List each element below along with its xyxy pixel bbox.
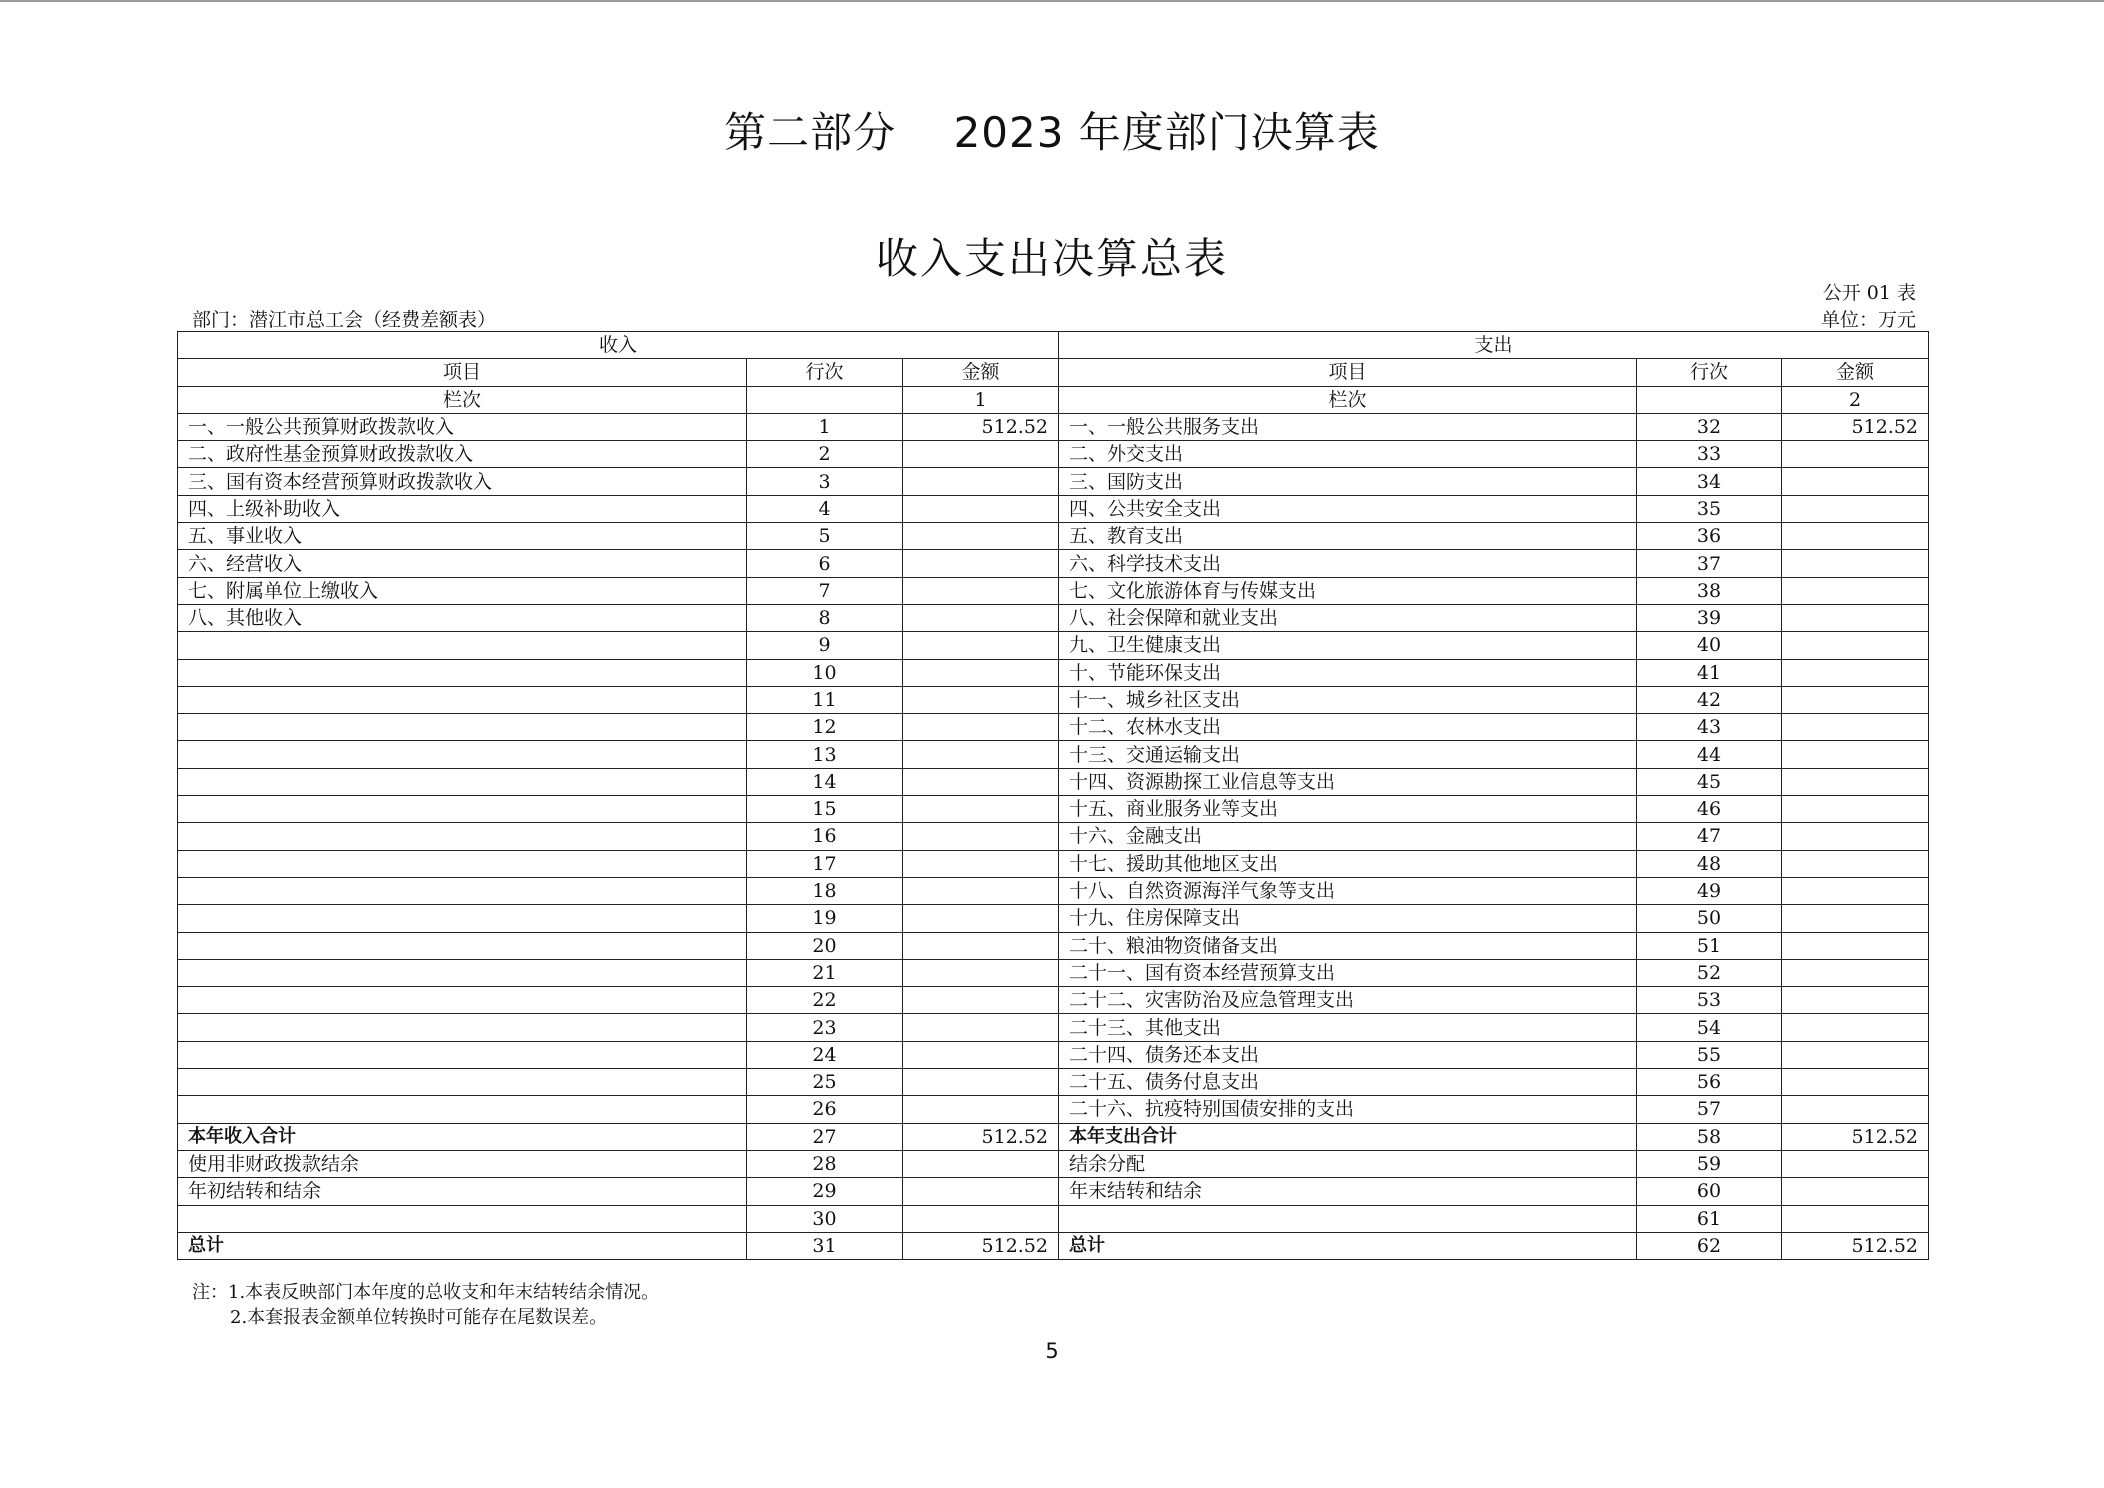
grand-income-total-label: 总计: [178, 1232, 747, 1259]
expense-amount-cell: [1782, 495, 1929, 522]
expense-rowno-cell: 42: [1637, 686, 1782, 713]
table-row: [178, 877, 1929, 904]
income-amount-cell: [903, 1041, 1059, 1068]
expense-section-header: 支出: [1059, 332, 1929, 359]
column-number-row: [178, 386, 1929, 413]
income-rowno-cell: 10: [747, 659, 903, 686]
expense-rowno-cell: 54: [1637, 1014, 1782, 1041]
form-code: 公开 01 表: [1822, 282, 1916, 304]
page-number: 5: [1045, 1339, 1059, 1363]
expense-item-cell: 十三、交通运输支出: [1059, 741, 1637, 768]
expense-rowno-cell: 38: [1637, 577, 1782, 604]
income-rowno-cell: 24: [747, 1041, 903, 1068]
income-rowno-cell: 26: [747, 1096, 903, 1123]
expense-item-cell: 二十、粮油物资储备支出: [1059, 932, 1637, 959]
surplus-allocation-amount: [1782, 1150, 1929, 1177]
expense-amount-cell: [1782, 877, 1929, 904]
empty-cell: [1782, 1205, 1929, 1232]
surplus-allocation-label: 结余分配: [1059, 1150, 1637, 1177]
income-column-label: 栏次: [178, 386, 747, 413]
expense-amount-cell: [1782, 441, 1929, 468]
table-row: [178, 686, 1929, 713]
income-amount-cell: [903, 604, 1059, 631]
income-rowno-cell: 20: [747, 932, 903, 959]
expense-rowno-cell: 44: [1637, 741, 1782, 768]
income-amount-cell: [903, 1069, 1059, 1096]
expense-amount-cell: [1782, 714, 1929, 741]
expense-item-cell: 六、科学技术支出: [1059, 550, 1637, 577]
year-income-total-rowno: 27: [747, 1123, 903, 1150]
income-amount-header: 金额: [903, 359, 1059, 386]
income-amount-cell: [903, 495, 1059, 522]
income-rowno-cell: 1: [747, 413, 903, 440]
income-amount-cell: [903, 823, 1059, 850]
income-item-cell: [178, 850, 747, 877]
expense-amount-cell: [1782, 523, 1929, 550]
blank-expense-rowno: 61: [1637, 1205, 1782, 1232]
expense-amount-cell: [1782, 1069, 1929, 1096]
footnote-2: 2.本套报表金额单位转换时可能存在尾数误差。: [230, 1307, 608, 1328]
income-amount-cell: [903, 1096, 1059, 1123]
income-amount-cell: [903, 932, 1059, 959]
table-row: [178, 441, 1929, 468]
empty-cell: [903, 1205, 1059, 1232]
expense-amount-cell: [1782, 987, 1929, 1014]
header-row-sections: [178, 332, 1929, 359]
table-row: [178, 959, 1929, 986]
page-top-border: [0, 0, 2104, 2]
year-total-row: [178, 1123, 1929, 1150]
non-fiscal-row: [178, 1150, 1929, 1177]
income-amount-cell: [903, 550, 1059, 577]
income-item-cell: [178, 959, 747, 986]
income-item-cell: [178, 1069, 747, 1096]
income-item-cell: 六、经营收入: [178, 550, 747, 577]
income-item-cell: [178, 741, 747, 768]
expense-rowno-cell: 35: [1637, 495, 1782, 522]
income-item-cell: 一、一般公共预算财政拨款收入: [178, 413, 747, 440]
expense-rowno-cell: 57: [1637, 1096, 1782, 1123]
expense-item-cell: 二十六、抗疫特别国债安排的支出: [1059, 1096, 1637, 1123]
income-amount-cell: [903, 659, 1059, 686]
income-rowno-cell: 6: [747, 550, 903, 577]
income-section-header: 收入: [178, 332, 1059, 359]
expense-item-cell: 十、节能环保支出: [1059, 659, 1637, 686]
expense-amount-cell: [1782, 823, 1929, 850]
expense-amount-cell: [1782, 932, 1929, 959]
expense-rowno-cell: 55: [1637, 1041, 1782, 1068]
table-row: [178, 413, 1929, 440]
expense-amount-cell: [1782, 768, 1929, 795]
income-amount-cell: [903, 686, 1059, 713]
table-row: [178, 632, 1929, 659]
expense-item-cell: 十六、金融支出: [1059, 823, 1637, 850]
expense-item-cell: 二、外交支出: [1059, 441, 1637, 468]
grand-expense-total-label: 总计: [1059, 1232, 1637, 1259]
table-title: 收入支出决算总表: [875, 234, 1228, 283]
expense-amount-cell: [1782, 632, 1929, 659]
end-balance-rowno: 60: [1637, 1178, 1782, 1205]
grand-total-row: [178, 1232, 1929, 1259]
income-amount-cell: [903, 796, 1059, 823]
income-rowno-cell: 5: [747, 523, 903, 550]
income-amount-cell: [903, 741, 1059, 768]
table-row: [178, 1069, 1929, 1096]
non-fiscal-amount: [903, 1150, 1059, 1177]
begin-balance-label: 年初结转和结余: [178, 1178, 747, 1205]
income-item-cell: [178, 987, 747, 1014]
footnote-1: 注：1.本表反映部门本年度的总收支和年末结转结余情况。: [192, 1282, 660, 1303]
expense-item-cell: 十九、住房保障支出: [1059, 905, 1637, 932]
income-rowno-cell: 25: [747, 1069, 903, 1096]
expense-rowno-cell: 45: [1637, 768, 1782, 795]
income-item-cell: [178, 932, 747, 959]
expense-item-cell: 三、国防支出: [1059, 468, 1637, 495]
expense-item-header: 项目: [1059, 359, 1637, 386]
expense-rowno-header: 行次: [1637, 359, 1782, 386]
income-item-cell: 四、上级补助收入: [178, 495, 747, 522]
expense-amount-cell: [1782, 659, 1929, 686]
income-rowno-cell: 21: [747, 959, 903, 986]
income-rowno-cell: 11: [747, 686, 903, 713]
expense-item-cell: 十七、援助其他地区支出: [1059, 850, 1637, 877]
expense-rowno-cell: 53: [1637, 987, 1782, 1014]
income-expense-table: [177, 331, 1929, 1260]
expense-item-cell: 一、一般公共服务支出: [1059, 413, 1637, 440]
empty-cell: [1637, 386, 1782, 413]
grand-expense-total-rowno: 62: [1637, 1232, 1782, 1259]
income-rowno-cell: 23: [747, 1014, 903, 1041]
income-item-cell: [178, 823, 747, 850]
income-amount-cell: [903, 577, 1059, 604]
table-row: [178, 577, 1929, 604]
expense-item-cell: 九、卫生健康支出: [1059, 632, 1637, 659]
expense-amount-cell: [1782, 796, 1929, 823]
expense-column-number: 2: [1782, 386, 1929, 413]
income-item-cell: 七、附属单位上缴收入: [178, 577, 747, 604]
expense-amount-cell: [1782, 905, 1929, 932]
income-item-cell: [178, 659, 747, 686]
expense-amount-cell: [1782, 468, 1929, 495]
table-row: [178, 659, 1929, 686]
expense-rowno-cell: 40: [1637, 632, 1782, 659]
income-item-cell: [178, 714, 747, 741]
empty-cell: [1059, 1205, 1637, 1232]
income-amount-cell: 512.52: [903, 413, 1059, 440]
income-rowno-cell: 8: [747, 604, 903, 631]
expense-item-cell: 十四、资源勘探工业信息等支出: [1059, 768, 1637, 795]
expense-column-label: 栏次: [1059, 386, 1637, 413]
income-item-cell: [178, 905, 747, 932]
year-expense-total-label: 本年支出合计: [1059, 1123, 1637, 1150]
income-item-header: 项目: [178, 359, 747, 386]
income-item-cell: 三、国有资本经营预算财政拨款收入: [178, 468, 747, 495]
department-label: 部门：潜江市总工会（经费差额表）: [192, 309, 497, 331]
income-rowno-cell: 2: [747, 441, 903, 468]
expense-rowno-cell: 49: [1637, 877, 1782, 904]
income-item-cell: 五、事业收入: [178, 523, 747, 550]
expense-amount-cell: [1782, 550, 1929, 577]
expense-rowno-cell: 33: [1637, 441, 1782, 468]
expense-amount-cell: [1782, 604, 1929, 631]
expense-rowno-cell: 51: [1637, 932, 1782, 959]
expense-rowno-cell: 56: [1637, 1069, 1782, 1096]
income-item-cell: [178, 1041, 747, 1068]
income-item-cell: [178, 877, 747, 904]
expense-amount-cell: [1782, 741, 1929, 768]
expense-item-cell: 十八、自然资源海洋气象等支出: [1059, 877, 1637, 904]
header-row-columns: [178, 359, 1929, 386]
expense-item-cell: 二十四、债务还本支出: [1059, 1041, 1637, 1068]
end-balance-label: 年末结转和结余: [1059, 1178, 1637, 1205]
income-item-cell: [178, 632, 747, 659]
surplus-allocation-rowno: 59: [1637, 1150, 1782, 1177]
expense-item-cell: 十二、农林水支出: [1059, 714, 1637, 741]
expense-amount-cell: [1782, 577, 1929, 604]
income-rowno-cell: 19: [747, 905, 903, 932]
income-rowno-cell: 22: [747, 987, 903, 1014]
expense-rowno-cell: 34: [1637, 468, 1782, 495]
income-amount-cell: [903, 523, 1059, 550]
table-row: [178, 468, 1929, 495]
non-fiscal-rowno: 28: [747, 1150, 903, 1177]
income-rowno-cell: 16: [747, 823, 903, 850]
table-row: [178, 823, 1929, 850]
income-rowno-cell: 15: [747, 796, 903, 823]
income-rowno-header: 行次: [747, 359, 903, 386]
table-row: [178, 495, 1929, 522]
table-row: [178, 1041, 1929, 1068]
income-item-cell: [178, 768, 747, 795]
income-amount-cell: [903, 987, 1059, 1014]
income-item-cell: [178, 686, 747, 713]
expense-rowno-cell: 52: [1637, 959, 1782, 986]
expense-item-cell: 十五、商业服务业等支出: [1059, 796, 1637, 823]
year-expense-total-amount: 512.52: [1782, 1123, 1929, 1150]
table-row: [178, 550, 1929, 577]
begin-balance-amount: [903, 1178, 1059, 1205]
income-rowno-cell: 14: [747, 768, 903, 795]
year-income-total-label: 本年收入合计: [178, 1123, 747, 1150]
grand-expense-total-amount: 512.52: [1782, 1232, 1929, 1259]
table-row: [178, 714, 1929, 741]
table-row: [178, 932, 1929, 959]
expense-amount-cell: [1782, 1041, 1929, 1068]
balance-row: [178, 1178, 1929, 1205]
expense-rowno-cell: 41: [1637, 659, 1782, 686]
expense-amount-cell: [1782, 686, 1929, 713]
expense-item-cell: 二十一、国有资本经营预算支出: [1059, 959, 1637, 986]
expense-rowno-cell: 48: [1637, 850, 1782, 877]
income-amount-cell: [903, 877, 1059, 904]
income-item-cell: [178, 1096, 747, 1123]
part-title: 第二部分 2023 年度部门决算表: [724, 108, 1380, 157]
expense-rowno-cell: 32: [1637, 413, 1782, 440]
income-column-number: 1: [903, 386, 1059, 413]
income-rowno-cell: 4: [747, 495, 903, 522]
income-rowno-cell: 3: [747, 468, 903, 495]
income-item-cell: [178, 796, 747, 823]
table-row: [178, 768, 1929, 795]
grand-income-total-rowno: 31: [747, 1232, 903, 1259]
expense-rowno-cell: 47: [1637, 823, 1782, 850]
expense-item-cell: 七、文化旅游体育与传媒支出: [1059, 577, 1637, 604]
income-item-cell: 二、政府性基金预算财政拨款收入: [178, 441, 747, 468]
income-amount-cell: [903, 468, 1059, 495]
table-row: [178, 523, 1929, 550]
expense-item-cell: 二十三、其他支出: [1059, 1014, 1637, 1041]
income-rowno-cell: 7: [747, 577, 903, 604]
expense-rowno-cell: 50: [1637, 905, 1782, 932]
end-balance-amount: [1782, 1178, 1929, 1205]
expense-amount-cell: [1782, 1014, 1929, 1041]
year-income-total-amount: 512.52: [903, 1123, 1059, 1150]
income-rowno-cell: 13: [747, 741, 903, 768]
income-rowno-cell: 12: [747, 714, 903, 741]
expense-rowno-cell: 37: [1637, 550, 1782, 577]
income-amount-cell: [903, 768, 1059, 795]
income-amount-cell: [903, 714, 1059, 741]
table-row: [178, 1096, 1929, 1123]
income-amount-cell: [903, 905, 1059, 932]
unit-label: 单位：万元: [1820, 309, 1916, 331]
table-row: [178, 604, 1929, 631]
blank-row: [178, 1205, 1929, 1232]
expense-amount-cell: [1782, 850, 1929, 877]
grand-income-total-amount: 512.52: [903, 1232, 1059, 1259]
income-rowno-cell: 17: [747, 850, 903, 877]
expense-amount-cell: [1782, 1096, 1929, 1123]
expense-item-cell: 二十二、灾害防治及应急管理支出: [1059, 987, 1637, 1014]
empty-cell: [178, 1205, 747, 1232]
expense-amount-header: 金额: [1782, 359, 1929, 386]
income-amount-cell: [903, 632, 1059, 659]
expense-amount-cell: 512.52: [1782, 413, 1929, 440]
expense-item-cell: 五、教育支出: [1059, 523, 1637, 550]
income-amount-cell: [903, 441, 1059, 468]
expense-rowno-cell: 36: [1637, 523, 1782, 550]
income-amount-cell: [903, 959, 1059, 986]
expense-item-cell: 四、公共安全支出: [1059, 495, 1637, 522]
begin-balance-rowno: 29: [747, 1178, 903, 1205]
footnotes: [192, 1280, 659, 1330]
table-row: [178, 850, 1929, 877]
expense-item-cell: 八、社会保障和就业支出: [1059, 604, 1637, 631]
table-row: [178, 1014, 1929, 1041]
income-rowno-cell: 9: [747, 632, 903, 659]
table-row: [178, 741, 1929, 768]
non-fiscal-label: 使用非财政拨款结余: [178, 1150, 747, 1177]
expense-rowno-cell: 39: [1637, 604, 1782, 631]
table-row: [178, 905, 1929, 932]
empty-cell: [747, 386, 903, 413]
expense-rowno-cell: 43: [1637, 714, 1782, 741]
table-row: [178, 987, 1929, 1014]
income-item-cell: 八、其他收入: [178, 604, 747, 631]
income-amount-cell: [903, 1014, 1059, 1041]
expense-amount-cell: [1782, 959, 1929, 986]
income-item-cell: [178, 1014, 747, 1041]
income-rowno-cell: 18: [747, 877, 903, 904]
expense-item-cell: 二十五、债务付息支出: [1059, 1069, 1637, 1096]
table-row: [178, 796, 1929, 823]
income-amount-cell: [903, 850, 1059, 877]
expense-item-cell: 十一、城乡社区支出: [1059, 686, 1637, 713]
blank-income-rowno: 30: [747, 1205, 903, 1232]
expense-rowno-cell: 46: [1637, 796, 1782, 823]
year-expense-total-rowno: 58: [1637, 1123, 1782, 1150]
